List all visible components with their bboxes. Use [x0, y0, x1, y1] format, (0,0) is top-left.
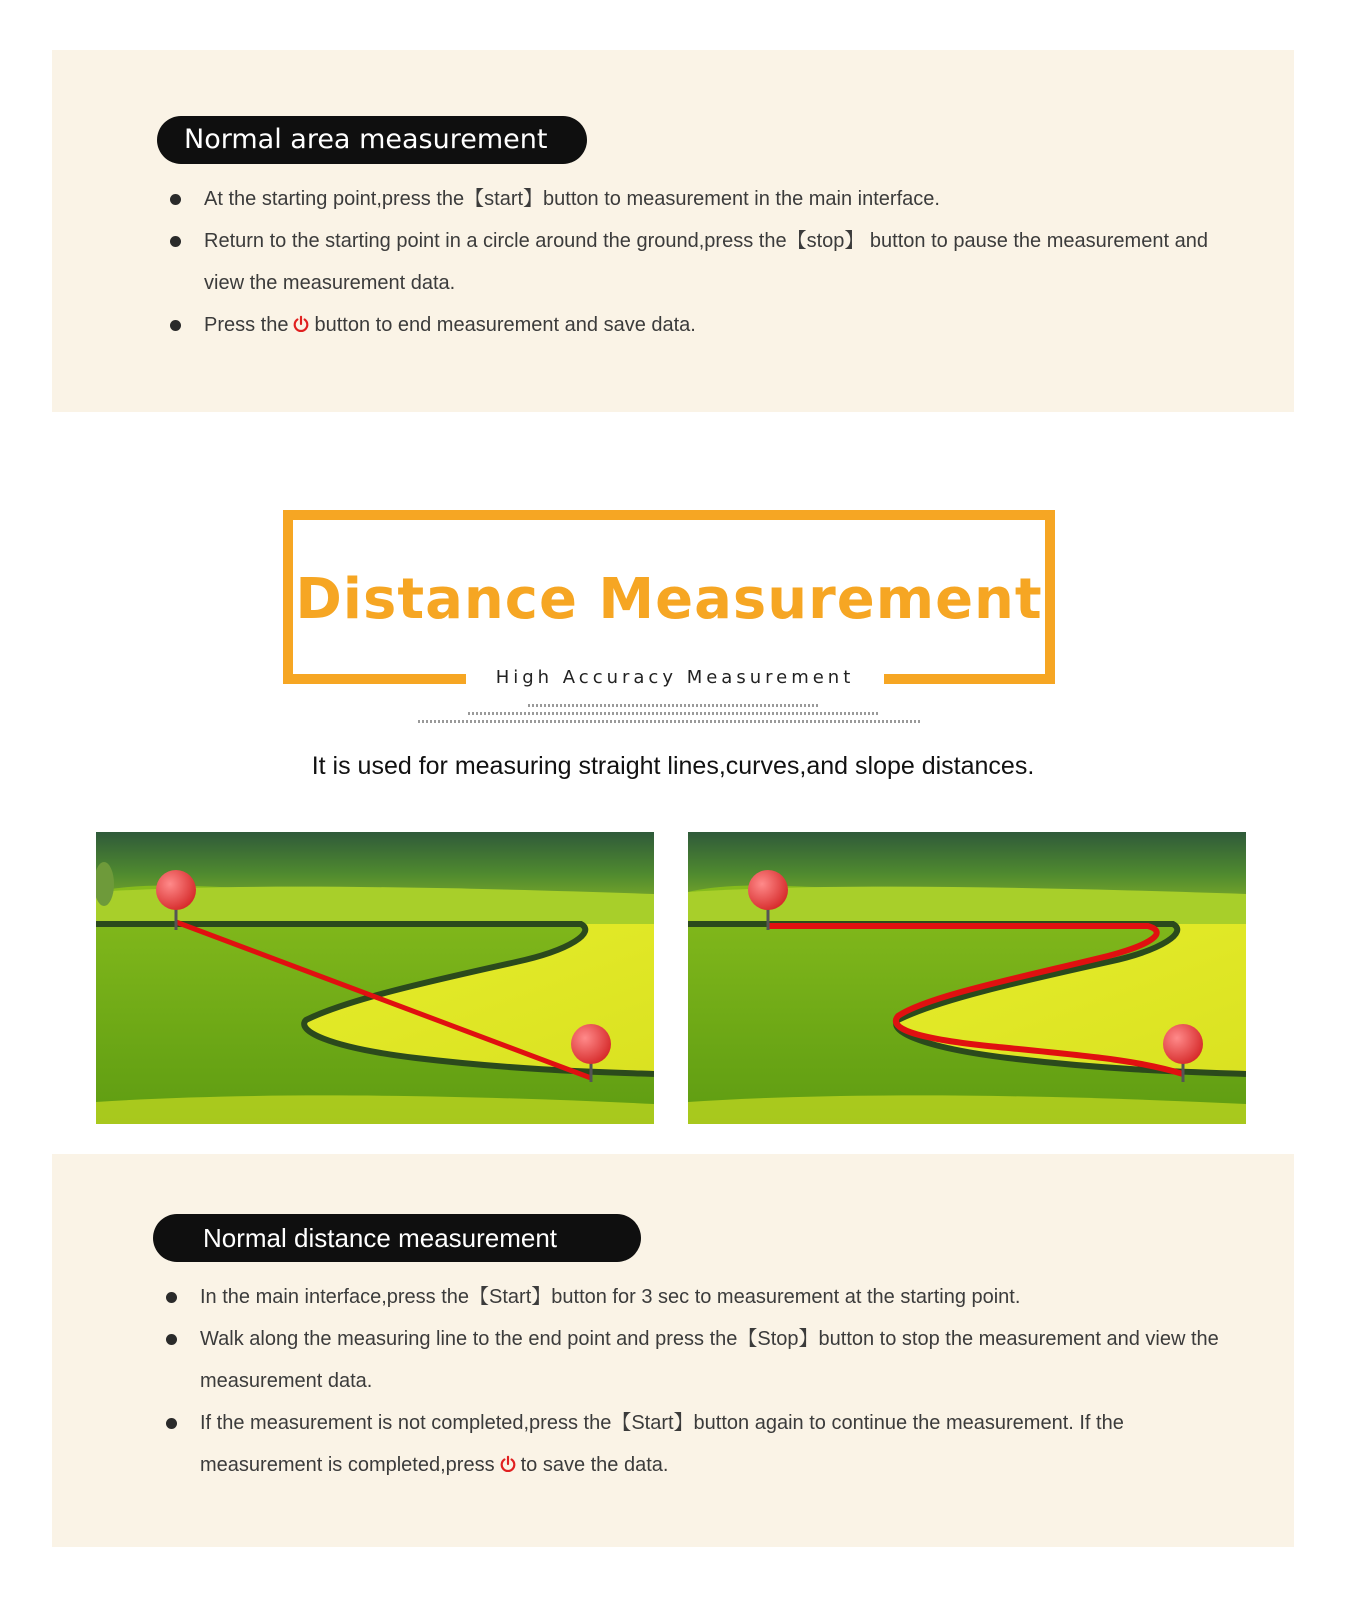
end-pin-icon	[1163, 1024, 1203, 1064]
area-measurement-panel	[52, 50, 1294, 412]
list-item	[170, 220, 1230, 304]
start-pin-icon	[156, 870, 196, 910]
instruction-text: button to end measurement and save data.	[314, 314, 696, 336]
decorative-divider	[528, 704, 818, 707]
end-pin-icon	[571, 1024, 611, 1064]
instruction-text: to save the data.	[520, 1454, 669, 1476]
distance-title-frame	[283, 510, 1055, 684]
page-title: Distance Measurement	[295, 567, 1043, 632]
curved-line-field-image	[688, 832, 1246, 1124]
start-pin-icon	[748, 870, 788, 910]
straight-line-field-image	[96, 832, 654, 1124]
instruction-text: Press the	[204, 314, 289, 336]
distance-measurement-panel	[52, 1154, 1294, 1547]
power-icon	[292, 315, 310, 333]
instruction-text: Return to the starting point in a circle around the ground,press the【stop】 button to pause the measurement and view the measurement data.	[204, 230, 1208, 294]
power-icon	[499, 1455, 517, 1473]
list-item	[166, 1276, 1246, 1318]
instruction-text: At the starting point,press the【start】button to measurement in the main interface.	[204, 188, 940, 210]
decorative-divider	[418, 720, 922, 723]
intro-text: It is used for measuring straight lines,curves,and slope distances.	[311, 752, 1035, 780]
area-measurement-heading: Normal area measurement	[157, 116, 587, 164]
list-item	[170, 304, 1230, 346]
instruction-text: Walk along the measuring line to the end point and press the【Stop】button to stop the measurement and view the measurement data.	[200, 1328, 1219, 1392]
instruction-text: If the measurement is not completed,press the【Start】button again to continue the measurement. If the measurement is completed,press	[200, 1412, 1124, 1476]
decorative-divider	[468, 712, 878, 715]
list-item	[170, 178, 1230, 220]
instruction-text: In the main interface,press the【Start】button for 3 sec to measurement at the starting point.	[200, 1286, 1021, 1308]
list-item	[166, 1318, 1246, 1402]
list-item	[166, 1402, 1246, 1486]
area-instructions-list	[170, 178, 1230, 346]
distance-instructions-list	[166, 1276, 1246, 1486]
distance-measurement-heading: Normal distance measurement	[153, 1214, 641, 1262]
page-subtitle: High Accuracy Measurement	[466, 666, 884, 690]
